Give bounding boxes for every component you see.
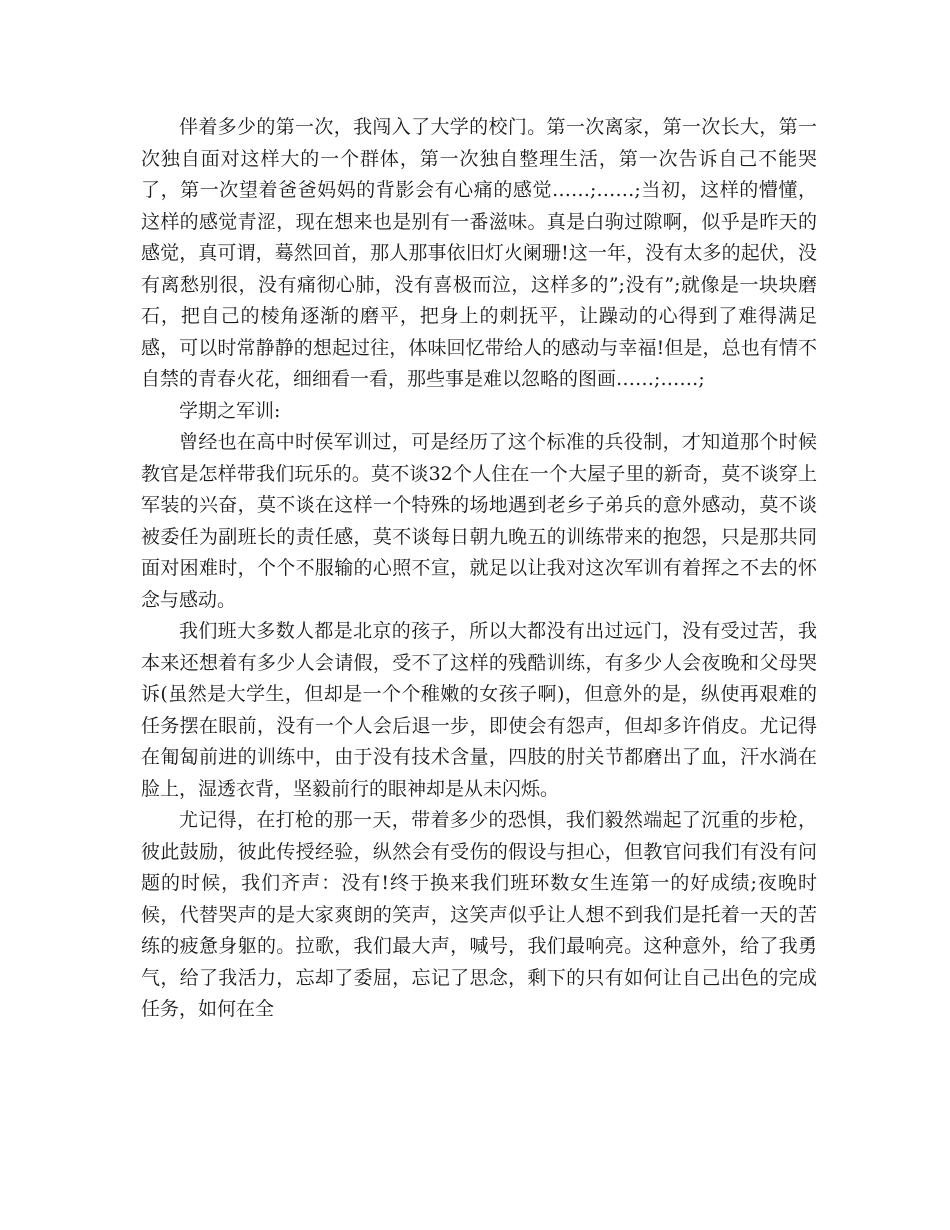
paragraph-military-training: 曾经也在高中时侯军训过，可是经历了这个标准的兵役制，才知道那个时候教官是怎样带我们玩乐的。莫不谈32个人住在一个大屋子里的新奇，莫不谈穿上军装的兴奋，莫不谈在这样一个特殊的场地遇到老乡子弟兵的意外感动，莫不谈被委任为副班长的责任感，莫不谈每日朝九晚五的训练带来的抱怨，只是那共同面对困难时，个个不服输的心照不宣，就足以让我对这次军训有着挥之不去的怀念与感动。 (141, 431, 817, 611)
section-heading-military-training: 学期之军训: (179, 399, 281, 422)
paragraph-shooting-day: 尤记得，在打枪的那一天，带着多少的恐惧，我们毅然端起了沉重的步枪，彼此鼓励，彼此传授经验，纵然会有受伤的假设与担心，但教官问我们有没有问题的时候，我们齐声：没有!终于换来我们班环数女生连第一的好成绩;夜晚时候，代替哭声的是大家爽朗的笑声，这笑声似乎让人想不到我们是托着一天的苦练的疲惫身躯的。拉歌，我们最大声，喊号，我们最响亮。这种意外，给了我勇气，给了我活力，忘却了委屈，忘记了思念，剩下的只有如何让自己出色的完成任务，如何在全 (141, 809, 817, 1020)
document-page (141, 112, 817, 1026)
paragraph-first-year: 伴着多少的第一次，我闯入了大学的校门。第一次离家，第一次长大，第一次独自面对这样大的一个群体，第一次独自整理生活，第一次告诉自己不能哭了，第一次望着爸爸妈妈的背影会有心痛的感觉……;……;当初，这样的懵懂，这样的感觉青涩，现在想来也是别有一番滋味。真是白驹过隙啊，似乎是昨天的感觉，真可谓，蓦然回首，那人那事依旧灯火阑珊!这一年，没有太多的起伏，没有离愁别很，没有痛彻心肺，没有喜极而泣，这样多的”;没有”;就像是一块块磨石，把自己的棱角逐渐的磨平，把身上的刺抚平，让躁动的心得到了难得满足感，可以时常静静的想起过往，体味回忆带给人的感动与幸福!但是，总也有情不自禁的青春火花，细细看一看，那些事是难以忽略的图画……;……; (141, 116, 817, 390)
paragraph-classmates: 我们班大多数人都是北京的孩子，所以大都没有出过远门，没有受过苦，我本来还想着有多少人会请假，受不了这样的残酷训练，有多少人会夜晚和父母哭诉(虽然是大学生，但却是一个个稚嫩的女孩子啊)，但意外的是，纵使再艰难的任务摆在眼前，没有一个人会后退一步，即使会有怨声，但却多许俏皮。尤记得在匍匐前进的训练中，由于没有技术含量，四肢的肘关节都磨出了血，汗水淌在脸上，湿透衣背，坚毅前行的眼神却是从未闪烁。 (141, 620, 817, 800)
